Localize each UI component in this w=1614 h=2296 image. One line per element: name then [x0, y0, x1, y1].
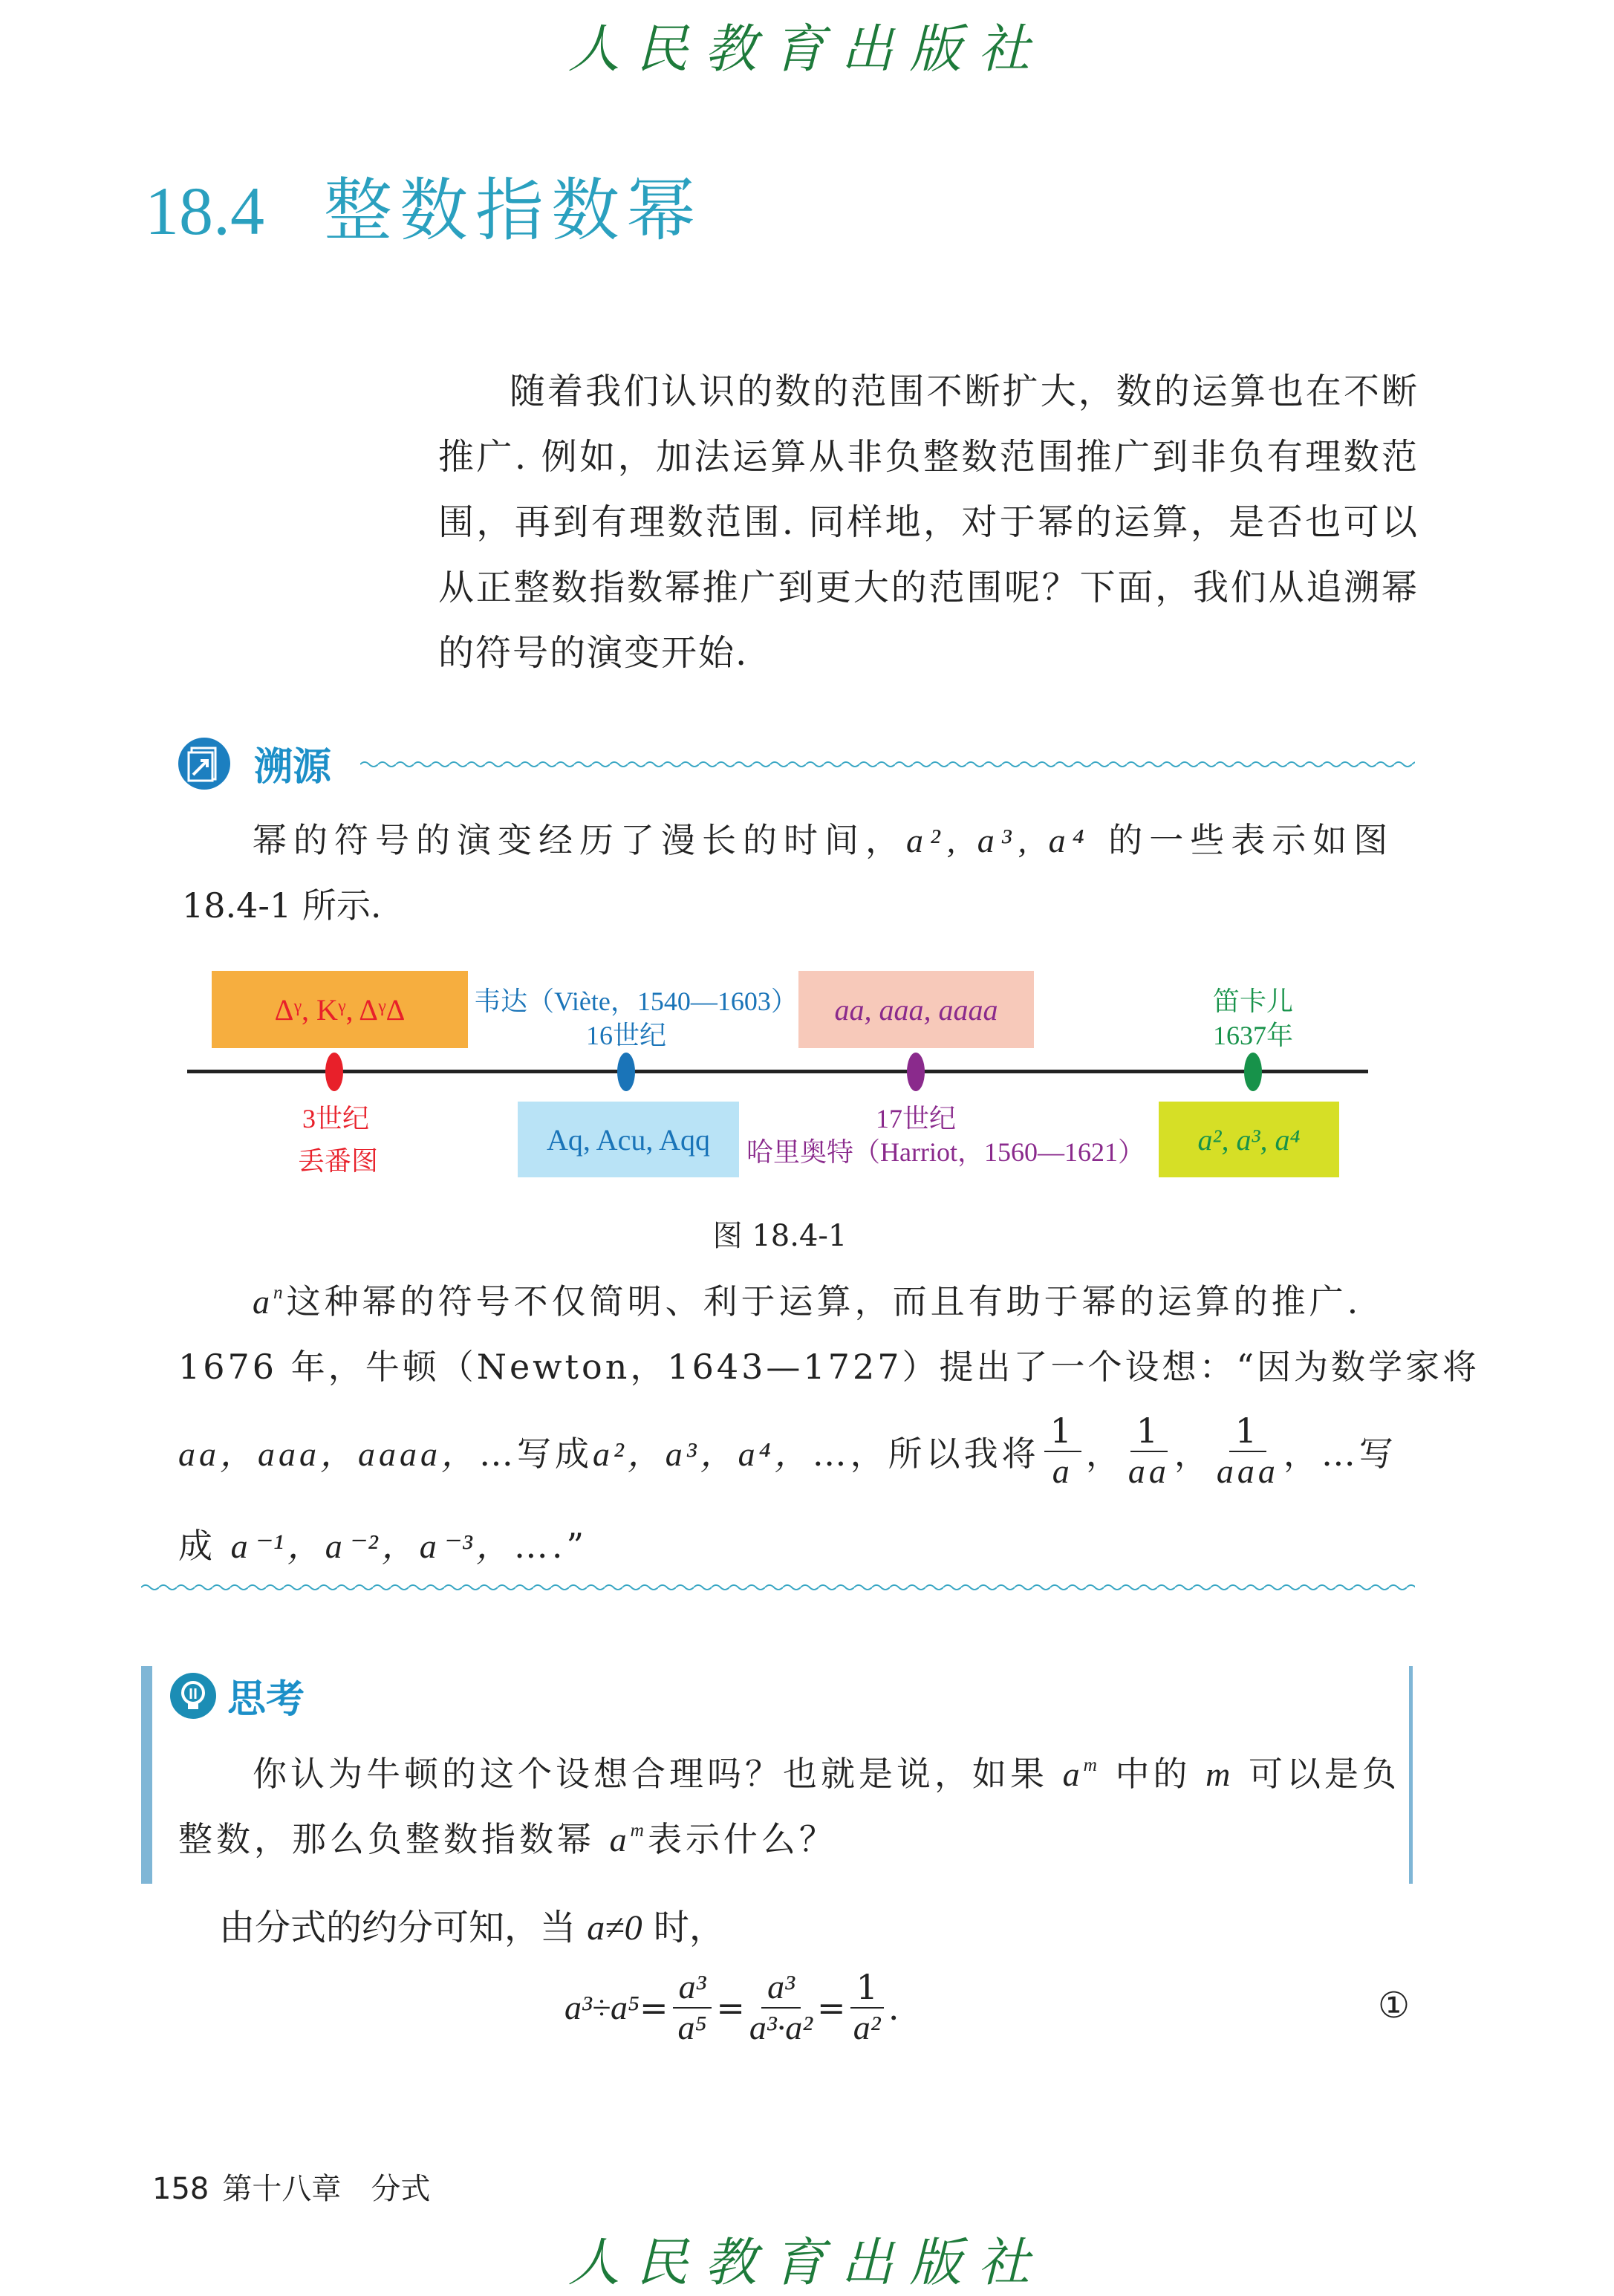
- period: .: [888, 1987, 899, 2028]
- text: 中的: [1100, 1754, 1206, 1794]
- timeline-person-label: 笛卡儿: [1212, 986, 1294, 1016]
- newton-line2: 1676 年，牛顿（Newton，1643—1727）提出了一个设想：“因为数学家将: [178, 1347, 1480, 1387]
- text: 时，: [642, 1907, 725, 1948]
- timeline-person-label: 丢番图: [297, 1146, 379, 1176]
- origin-heading: 溯源: [254, 745, 332, 790]
- text: 成: [178, 1526, 231, 1566]
- denominator: aa: [1127, 1451, 1170, 1490]
- timeline-dot-1637: [1244, 1053, 1262, 1091]
- intro-paragraph: 随着我们认识的数的范围不断扩大，数的运算也在不断推广. 例如，加法运算从非负整数范围推广到非负有理数范围，再到有理数范围. 同样地，对于幂的运算，是否也可以从正整数指数幂推广到更大的范围呢？下面，我们从追溯幂的符号的演变开始.: [438, 371, 1419, 674]
- text: 可以是负: [1234, 1754, 1401, 1794]
- numerator: 1: [1044, 1411, 1081, 1452]
- section-title: [145, 156, 703, 254]
- page-number: 158: [152, 2172, 209, 2206]
- timeline-era-label: 17世纪: [875, 1104, 957, 1134]
- math-var: a: [609, 1821, 631, 1858]
- section-name: 整数指数幂: [324, 171, 703, 250]
- page-footer: [152, 2165, 430, 2208]
- text: 这种幂的符号不仅简明、利于运算，而且有助于幂的运算的推广.: [286, 1281, 1362, 1321]
- fraction: [749, 1968, 813, 2048]
- origin-paragraph-line1: [253, 813, 1394, 862]
- chapter-label: 第十八章: [222, 2172, 342, 2206]
- text: 你认为牛顿的这个设想合理吗？也就是说，如果: [253, 1754, 1063, 1794]
- origin-math: a², a³, a⁴: [906, 822, 1091, 859]
- numerator: a³: [761, 1968, 801, 2009]
- timeline-person-label: 哈里奥特（Harriot，1560—1621）: [746, 1137, 1145, 1167]
- text: 由分式的约分可知，当: [219, 1907, 588, 1948]
- think-heading: 思考: [227, 1677, 305, 1722]
- denominator: aaa: [1216, 1451, 1279, 1490]
- fraction: [1128, 1411, 1170, 1492]
- timeline-dot-3rd-century: [325, 1053, 343, 1091]
- math-condition: a≠0: [587, 1908, 642, 1948]
- timeline-box-harriot: aa, aaa, aaaa: [798, 971, 1034, 1048]
- equation-label: ①: [1378, 1985, 1410, 2026]
- publisher-logo-bottom: 人民教育出版社: [567, 2232, 1047, 2293]
- timeline-era-label: 3世纪: [302, 1104, 370, 1134]
- numerator: 1: [1229, 1411, 1266, 1452]
- math-sup: n: [273, 1281, 287, 1303]
- section-label: 分式: [371, 2172, 431, 2206]
- newton-line4: [178, 1519, 588, 1568]
- wavy-divider: [360, 759, 1415, 770]
- math-lhs: a³÷a⁵: [564, 1988, 640, 2026]
- fraction: [1044, 1411, 1081, 1492]
- timeline-axis: [187, 1070, 1368, 1073]
- body-line: [219, 1899, 725, 1950]
- timeline-era-label: 1637年: [1212, 1021, 1294, 1050]
- lightbulb-icon: [169, 1672, 217, 1720]
- denominator: a²: [853, 2008, 881, 2046]
- text: ….”: [513, 1526, 588, 1566]
- publisher-logo-top: 人民教育出版社: [567, 19, 1047, 79]
- fraction: [673, 1968, 712, 2048]
- numerator: 1: [850, 1968, 884, 2009]
- math-var: a: [1062, 1755, 1084, 1793]
- equation: [564, 1961, 899, 2054]
- think-right-bar: [1409, 1666, 1413, 1884]
- timeline-era-label: 16世纪: [585, 1021, 667, 1050]
- origin-text: 幂的符号的演变经历了漫长的时间，: [253, 820, 906, 860]
- newton-line3: aa，aaa，aaaa， …写成 a²，a³，a⁴， …，所以我将 $\frac{1}{a}$ ， $\frac{1}{aa}$ ， $\frac{1}{\text{aaa}}$ ，…写: [178, 1411, 1397, 1490]
- origin-text-end: 的一些表示如图: [1090, 820, 1395, 860]
- math-var: a: [253, 1283, 273, 1321]
- text: …写成: [479, 1433, 593, 1474]
- math-sup: m: [630, 1819, 648, 1841]
- math-sup: m: [1083, 1754, 1101, 1775]
- timeline-box-viete: Aq, Acu, Aqq: [518, 1102, 739, 1177]
- origin-paragraph-line2: 18.4-1 所示.: [182, 885, 382, 926]
- math-var: m: [1205, 1755, 1234, 1793]
- timeline-box-diophantus: Δᵞ, Kᵞ, ΔᵞΔ: [212, 971, 468, 1048]
- math-negative-powers: a⁻¹，a⁻²，a⁻³，: [230, 1527, 514, 1565]
- timeline-person-label: 韦达（Viète，1540—1603）: [474, 986, 798, 1016]
- think-line2: [178, 1812, 837, 1861]
- equals: =: [716, 1987, 745, 2028]
- figure-caption: 图 18.4-1: [712, 1219, 847, 1253]
- newton-line1: [253, 1275, 1361, 1324]
- numerator: a³: [673, 1968, 712, 2009]
- numerator: 1: [1130, 1411, 1168, 1452]
- equals: =: [640, 1987, 668, 2028]
- book-arrow-icon: [177, 736, 232, 791]
- math-powers: a²，a³，a⁴，: [593, 1434, 813, 1473]
- text: 整数，那么负整数指数幂: [178, 1819, 610, 1859]
- wavy-divider: [141, 1582, 1415, 1593]
- think-header: [169, 1668, 305, 1723]
- fraction: [850, 1968, 884, 2048]
- think-line1: [253, 1747, 1400, 1796]
- math-seq: aa，aaa，aaaa，: [178, 1434, 479, 1473]
- timeline-dot-17th-century: [907, 1053, 925, 1091]
- origin-header: [177, 735, 331, 791]
- equals: =: [817, 1987, 846, 2028]
- timeline-dot-16th-century: [617, 1053, 635, 1091]
- think-left-bar: [141, 1666, 152, 1884]
- denominator: a: [1052, 1451, 1073, 1490]
- timeline-box-descartes: a², a³, a⁴: [1159, 1102, 1339, 1177]
- text: …，所以我将: [812, 1433, 1040, 1474]
- text: ，…写: [1283, 1433, 1397, 1474]
- fraction: [1217, 1411, 1279, 1492]
- text: 表示什么？: [647, 1819, 837, 1859]
- section-number: 18.4: [145, 173, 264, 249]
- denominator: a⁵: [677, 2008, 707, 2046]
- denominator: a³·a²: [749, 2008, 813, 2046]
